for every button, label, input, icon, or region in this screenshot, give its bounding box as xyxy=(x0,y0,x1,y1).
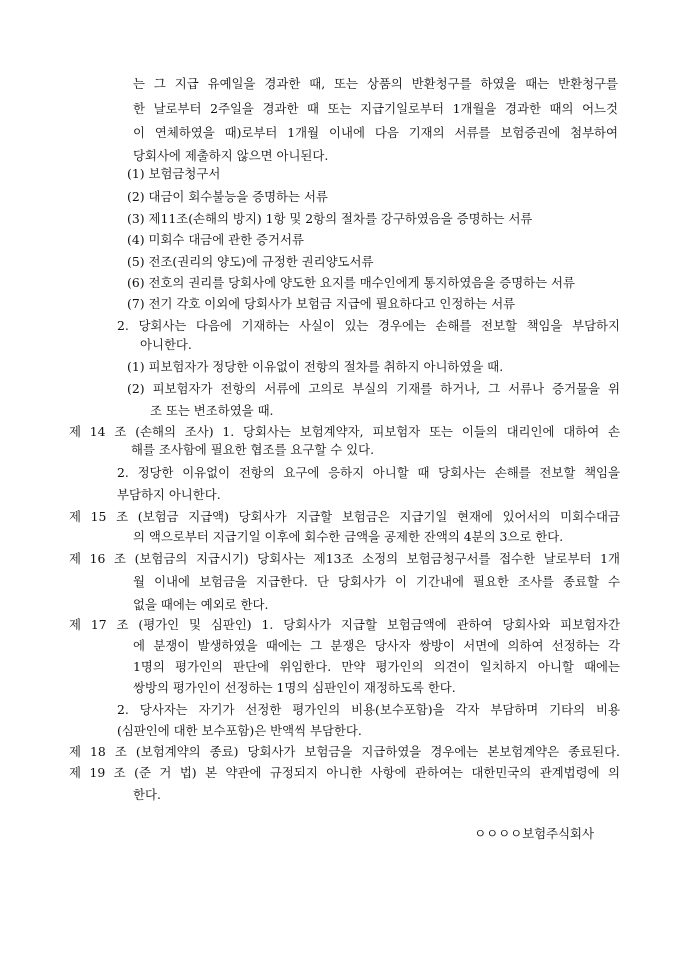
article-15-heading: 제 15 조 (보험금 지급액) 당회사가 지급할 보험금은 지급기일 현재에 있어서의 미회수대금 xyxy=(69,509,620,524)
text-line: 없을 때에는 예외로 한다. xyxy=(133,597,269,612)
article-18-heading: 제 18 조 (보험계약의 종료) 당회사가 보험금을 지급하였을 경우에는 본보험계약은 종료된다. xyxy=(69,744,620,759)
list-item: (3) 제11조(손해의 방지) 1항 및 2항의 절차를 강구하였음을 증명하는 서류 xyxy=(127,211,533,226)
text-line: 아니한다. xyxy=(140,337,192,352)
list-item: (5) 전조(권리의 양도)에 규정한 권리양도서류 xyxy=(127,254,374,269)
text-line: 이 연체하였을 때)로부터 1개월 이내에 다음 기재의 서류를 보험증권에 첨부하여 xyxy=(133,125,618,140)
article-16-heading: 제 16 조 (보험금의 지급시기) 당회사는 제13조 소정의 보험금청구서를 접수한 날로부터 1개 xyxy=(69,551,620,566)
text-line: 한다. xyxy=(133,787,161,802)
list-item: (1) 피보험자가 정당한 이유없이 전항의 절차를 취하지 아니하였을 때. xyxy=(127,359,504,374)
text-line: 당회사에 제출하지 않으면 아니된다. xyxy=(133,148,329,163)
article-14-heading: 제 14 조 (손해의 조사) 1. 당회사는 보험계약자, 피보험자 또는 이들의 대리인에 대하여 손 xyxy=(69,424,620,439)
list-item: (7) 전기 각호 이외에 당회사가 보험금 지급에 필요하다고 인정하는 서류 xyxy=(127,296,516,311)
list-item: (1) 보험금청구서 xyxy=(127,166,221,181)
text-line: 해를 조사함에 필요한 협조를 요구할 수 있다. xyxy=(131,442,375,457)
text-line: 월 이내에 보험금을 지급한다. 단 당회사가 이 기간내에 필요한 조사를 종료할 수 xyxy=(133,574,620,589)
text-line: 는 그 지급 유예일을 경과한 때, 또는 상품의 반환청구를 하였을 때는 반환청구를 xyxy=(133,76,618,91)
article-19-heading: 제 19 조 (준 거 법) 본 약관에 규정되지 아니한 사항에 관하여는 대한민국의 관계법령에 의 xyxy=(69,765,620,780)
text-line: 에 분쟁이 발생하였을 때에는 그 분쟁은 당사자 쌍방이 서면에 의하여 선정하는 각 xyxy=(133,638,620,653)
text-line: 부담하지 아니한다. xyxy=(117,487,221,502)
text-line: 한 날로부터 2주일을 경과한 때 또는 지급기일로부터 1개월을 경과한 때의 어느것 xyxy=(133,101,618,116)
text-line: 2. 당사자는 자기가 선정한 평가인의 비용(보수포함)을 각자 부담하며 기타의 비용 xyxy=(117,702,620,717)
text-line: 2. 당회사는 다음에 기재하는 사실이 있는 경우에는 손해를 전보할 책임을 부담하지 xyxy=(117,318,620,333)
text-line: 1명의 평가인의 판단에 위임한다. 만약 평가인의 의견이 일치하지 아니할 때에는 xyxy=(133,659,620,674)
list-item: (2) 대금이 회수불능을 증명하는 서류 xyxy=(127,189,328,204)
article-17-heading: 제 17 조 (평가인 및 심판인) 1. 당회사가 지급할 보험금액에 관하여 당회사와 피보험자간 xyxy=(69,617,620,632)
company-signature: ㅇㅇㅇㅇ보험주식회사 xyxy=(474,826,594,841)
list-item: (2) 피보험자가 전항의 서류에 고의로 부실의 기재를 하거나, 그 서류나 증거물을 위 xyxy=(127,381,620,396)
text-line: 2. 정당한 이유없이 전항의 요구에 응하지 아니할 때 당회사는 손해를 전보할 책임을 xyxy=(117,465,620,480)
list-item: (4) 미회수 대금에 관한 증거서류 xyxy=(127,232,304,247)
text-line: 쌍방의 평가인이 선정하는 1명의 심판인이 재정하도록 한다. xyxy=(133,680,456,695)
list-item: (6) 전호의 권리를 당회사에 양도한 요지를 매수인에게 통지하였음을 증명하는 서류 xyxy=(127,275,575,290)
text-line: 의 액으로부터 지급기일 이후에 회수한 금액을 공제한 잔액의 4분의 3으로 한다. xyxy=(133,529,564,544)
text-line: 조 또는 변조하였을 때. xyxy=(150,403,274,418)
text-line: (심판인에 대한 보수포함)은 반액씩 부담한다. xyxy=(117,723,362,738)
